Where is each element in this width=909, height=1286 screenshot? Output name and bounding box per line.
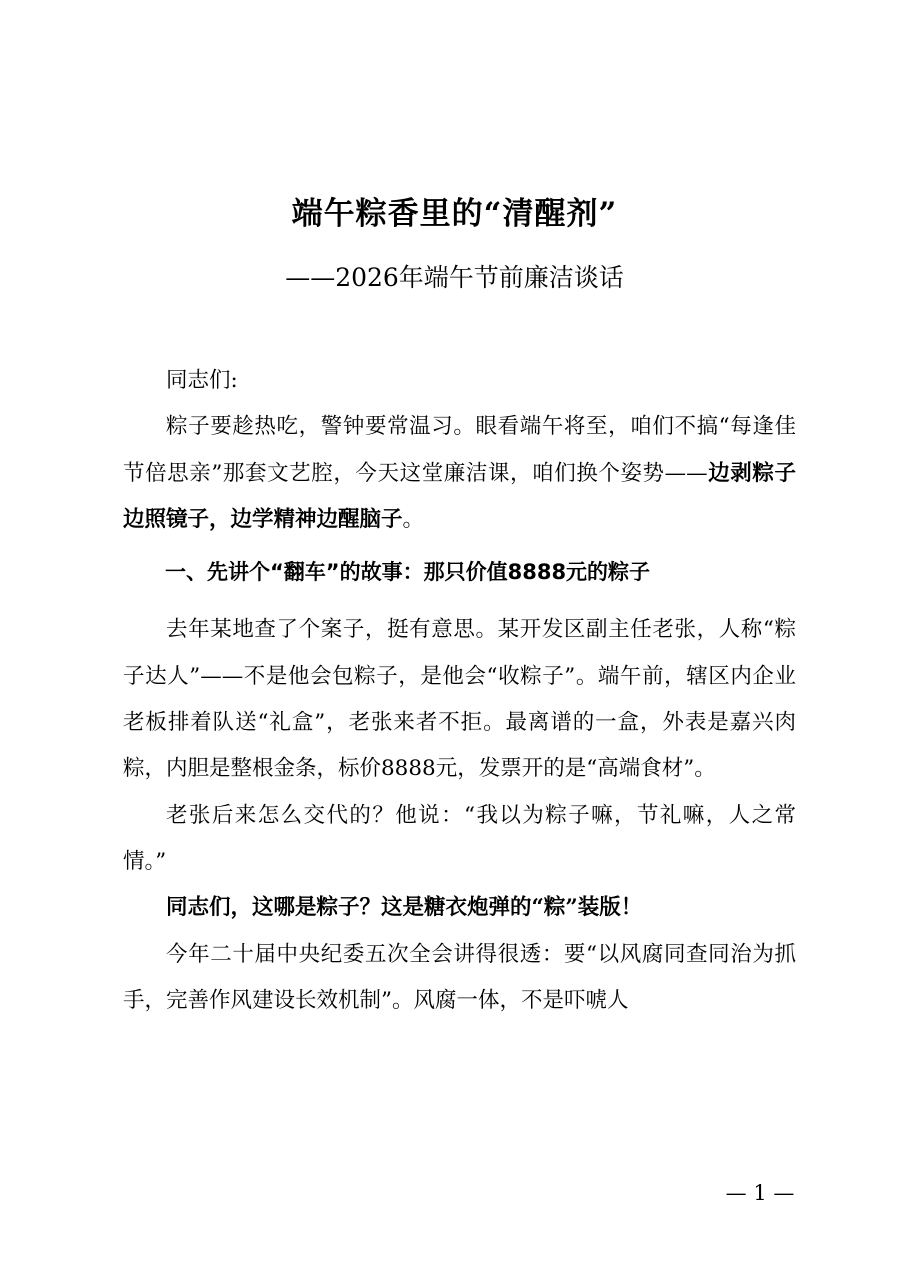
section-heading-1: 一、先讲个“翻车”的故事：那只价值8888元的粽子	[165, 560, 651, 585]
paragraph-5: 今年二十届中央纪委五次全会讲得很透：要“以风腐同查同治为抓手，完善作风建设长效机制”。风腐一体，不是吓唬人	[123, 941, 796, 1013]
document-body	[123, 358, 796, 1024]
paragraph-1-bold: 边剥粽子边照镜子，边学精神边醒脑子	[123, 460, 796, 532]
paragraph-1-end: 。	[402, 506, 425, 532]
paragraph-1	[123, 404, 796, 543]
paragraph-3: 老张后来怎么交代的？他说：“我以为粽子嘛，节礼嘛，人之常情。”	[123, 802, 796, 874]
document-subtitle: ——2026年端午节前廉洁谈话	[285, 263, 624, 292]
paragraph-2: 去年某地查了个案子，挺有意思。某开发区副主任老张，人称“粽子达人”——不是他会包粽子，是他会“收粽子”。端午前，辖区内企业老板排着队送“礼盒”，老张来者不拒。最离谱的一盒，外表是嘉兴肉粽，内胆是整根金条，标价8888元，发票开的是“高端食材”。	[123, 617, 796, 782]
paragraph-1-start: 粽子要趁热吃，警钟要常温习。眼看端午将至，咱们不搞“每逢佳节倍思亲”那套文艺腔，今天这堂廉洁课，咱们换个姿势——	[123, 414, 796, 486]
salutation: 同志们:	[166, 368, 238, 393]
paragraph-4-emphasis: 同志们，这哪是粽子？这是糖衣炮弹的“粽”装版！	[166, 895, 643, 921]
document-title: 端午粽香里的“清醒剂”	[291, 196, 618, 232]
page-number: — 1 —	[725, 1181, 795, 1205]
